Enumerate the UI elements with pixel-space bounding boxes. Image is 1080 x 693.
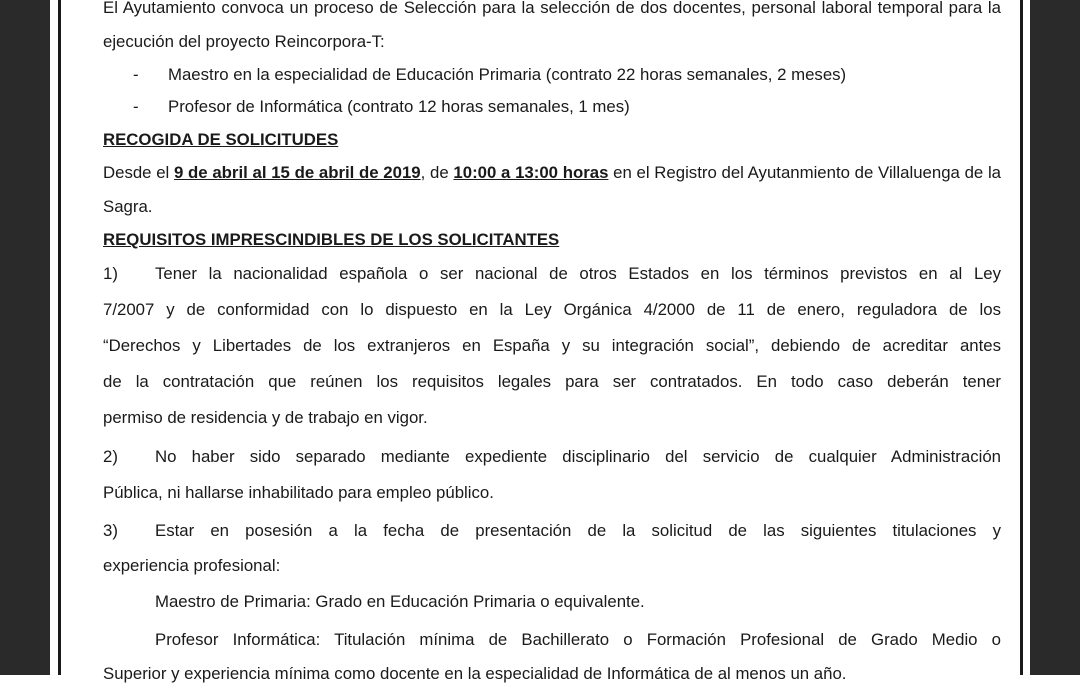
requisito-2-line-2: Pública, ni hallarse inhabilitado para empleo público. <box>103 483 494 502</box>
titulacion-text: Profesor Informática: Titulación mínima de Bachillerato o Formación Profesional de Grado Medio o <box>155 630 1001 649</box>
requisito-number: 3) <box>103 521 118 540</box>
intro-line-1: El Ayutamiento convoca un proceso de Selección para la selección de dos docentes, personal laboral temporal para la <box>103 0 1001 17</box>
requisito-1-line-2: 7/2007 y de conformidad con lo dispuesto en la Ley Orgánica 4/2000 de 11 de enero, reguladora de los <box>103 300 1001 319</box>
requisito-3-line-2: experiencia profesional: <box>103 556 281 575</box>
bullet-dash: - <box>133 65 139 84</box>
bullet-dash: - <box>133 97 139 116</box>
recogida-dates: 9 de abril al 15 de abril de 2019 <box>174 163 421 182</box>
recogida-post: en el Registro del Ayutanmiento de Villaluenga de la <box>613 163 1002 182</box>
heading-requisitos: REQUISITOS IMPRESCINDIBLES DE LOS SOLICITANTES <box>103 230 560 249</box>
requisito-1-line-3: “Derechos y Libertades de los extranjeros en España y su integración social”, debiendo de acreditar antes <box>103 336 1001 355</box>
requisito-text: Estar en posesión a la fecha de presentación de la solicitud de las siguientes titulaciones y <box>155 521 1001 540</box>
recogida-mid: , de <box>420 163 449 182</box>
position-text: Maestro en la especialidad de Educación Primaria (contrato 22 horas semanales, 2 meses) <box>168 65 847 84</box>
left-frame <box>0 0 50 675</box>
requisito-text: No haber sido separado mediante expediente disciplinario del servicio de cualquier Administración <box>155 447 1001 466</box>
page-border-left <box>58 0 61 675</box>
titulacion-profesor-line-2: Superior y experiencia mínima como docente en la especialidad de Informática de al menos un año. <box>103 664 847 683</box>
recogida-pre: Desde el <box>103 163 170 182</box>
requisito-1-line-5: permiso de residencia y de trabajo en vigor. <box>103 408 428 427</box>
recogida-line-1 <box>103 155 1001 192</box>
titulacion-text: Maestro de Primaria: Grado en Educación Primaria o equivalente. <box>155 592 645 611</box>
heading-recogida: RECOGIDA DE SOLICITUDES <box>103 130 339 149</box>
recogida-line-2: Sagra. <box>103 197 153 216</box>
position-text: Profesor de Informática (contrato 12 horas semanales, 1 mes) <box>168 97 630 116</box>
requisito-text: Tener la nacionalidad española o ser nacional de otros Estados en los términos previstos en al Ley <box>155 264 1001 283</box>
intro-line-2: ejecución del proyecto Reincorpora-T: <box>103 32 385 51</box>
page-border-right <box>1020 0 1023 675</box>
requisito-number: 1) <box>103 264 118 283</box>
recogida-hours: 10:00 a 13:00 horas <box>453 163 609 182</box>
right-frame <box>1030 0 1080 675</box>
requisito-number: 2) <box>103 447 118 466</box>
requisito-1-line-4: de la contratación que reúnen los requisitos legales para ser contratados. En todo caso deberán tener <box>103 372 1001 391</box>
